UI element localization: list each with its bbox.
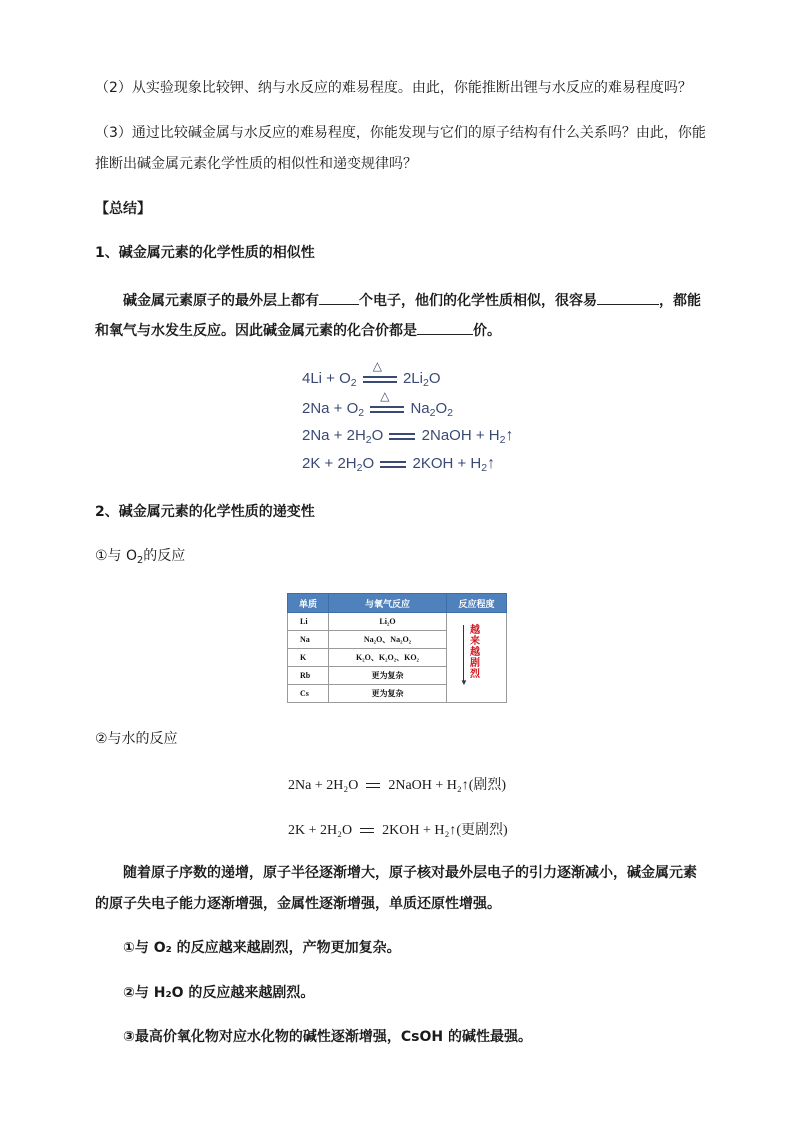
down-arrow-icon: ▼ [460,678,468,687]
heat-triangle-icon: △ [372,359,383,374]
o2-reaction-title: ①与 $O_2$的反应 [95,548,186,566]
table-header: 单质 [288,594,329,613]
reaction-cell: K₂O、K₂O₂、KO₂ [329,649,447,667]
section1-paragraph-line2 [95,320,501,340]
conclusion-line2: 的原子失电子能力逐渐增强，金属性逐渐增强，单质还原性增强。 [95,896,501,912]
equation-na-o2: $2Na + O_2$ △ $Na_2O_2$ [302,389,454,419]
section1-heading: 1、碱金属元素的化学性质的相似性 [95,245,315,261]
summary-heading: 【总结】 [95,201,151,217]
heat-equals-sign [363,359,397,385]
equals-sign [360,826,374,836]
conclusion-line1: 随着原子序数的递增，原子半径逐渐增大，原子核对最外层电子的引力逐渐减小，碱金属元素 [123,865,697,881]
conclusion-item2: ②与 H₂O 的反应越来越剧烈。 [123,985,315,1001]
reaction-cell: 更为复杂 [329,667,447,685]
p-line2-part2: 价。 [473,323,501,339]
equation-k-h2o: $2K + 2H_2O$ $2KOH + H_2↑$ [302,455,496,474]
reaction-cell: Na₂O、Na₂O₂ [329,631,447,649]
reaction-cell: Li₂O [329,613,447,631]
question-2: （2）从实验现象比较钾、纳与水反应的难易程度。由此，你能推断出锂与水反应的难易程度吗？ [95,80,692,96]
heat-triangle-icon: △ [380,389,390,404]
equals-sign [366,781,380,791]
conclusion-item1: ①与 O₂ 的反应越来越剧烈，产物更加复杂。 [123,940,401,956]
p-part2: 个电子，他们的化学性质相似，很容易 [359,293,597,309]
table-header: 与氧气反应 [329,594,447,613]
p-line2-part1: 和氧气与水发生反应。因此碱金属元素的化合价都是 [95,323,417,339]
p-part1: 碱金属元素原子的最外层上都有 [123,293,319,309]
element-cell: Li [288,613,329,631]
table-row [288,613,507,631]
element-cell: Na [288,631,329,649]
water-equation-k: 2K + 2H₂O 2KOH + H₂↑(更剧烈) [288,823,508,838]
equation-na-h2o: $2Na + 2H_2O$ 2NaOH + $H_2↑$ [302,427,514,446]
water-equation-na: 2Na + 2H₂O 2NaOH + H₂↑(剧烈) [288,778,507,793]
degree-cell [447,613,507,703]
table-header: 反应程度 [447,594,507,613]
p-part3: ，都能 [659,293,701,309]
degree-label: 越来越剧烈 [470,625,480,680]
equals-sign [389,430,415,442]
equation-li-o2: $4Li + O_2$ △ $2Li_2O$ [302,359,441,389]
section2-heading: 2、碱金属元素的化学性质的递变性 [95,504,315,520]
question-3-line2: 推断出碱金属元素化学性质的相似性和递变规律吗？ [95,156,417,172]
element-cell: Cs [288,685,329,703]
up-arrow-icon: ↑ [487,455,496,472]
blank-lose-electron[interactable] [597,290,659,305]
section1-paragraph-line1 [123,290,701,310]
water-reaction-title: ②与水的反应 [95,731,178,747]
element-cell: Rb [288,667,329,685]
degree-arrow-line [463,625,464,683]
heat-equals-sign [370,389,404,415]
conclusion-item3: ③最高价氧化物对应水化物的碱性逐渐增强，CsOH 的碱性最强。 [123,1029,532,1045]
question-3-line1: （3）通过比较碱金属与水反应的难易程度，你能发现与它们的原子结构有什么关系吗？由此，你能 [95,125,706,141]
reaction-cell: 更为复杂 [329,685,447,703]
table-header-row [288,594,507,613]
element-cell: K [288,649,329,667]
o2-reaction-table [287,593,507,703]
up-arrow-icon: ↑ [505,427,514,444]
equals-sign [380,458,406,470]
blank-valence[interactable] [417,320,473,335]
blank-electrons[interactable] [319,290,359,305]
